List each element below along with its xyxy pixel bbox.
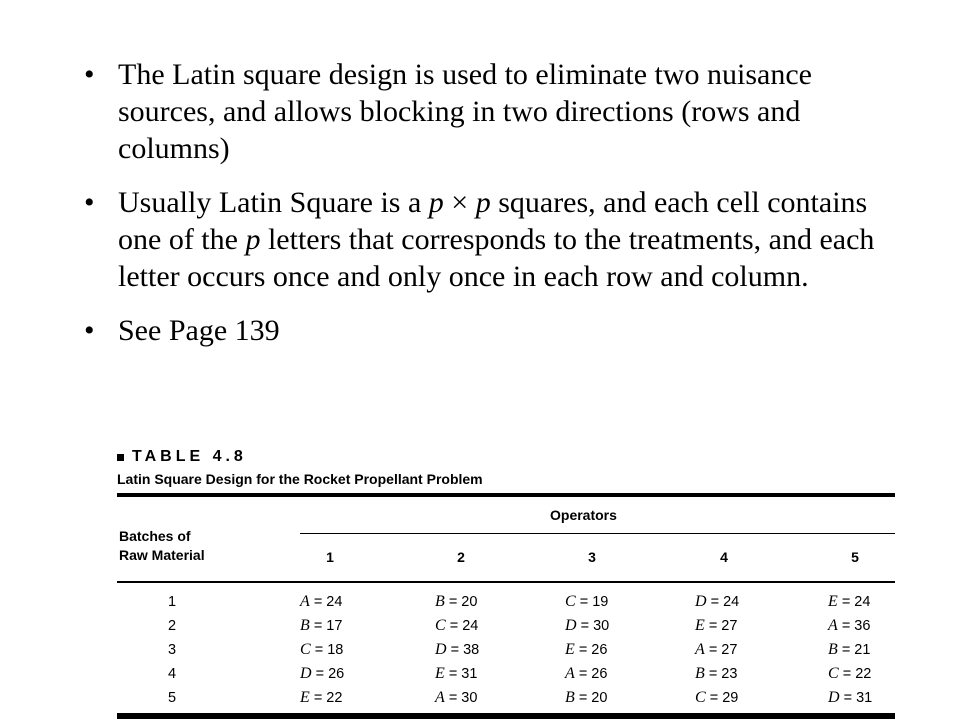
cell-value: = 31 (448, 666, 478, 682)
table-row (117, 686, 895, 710)
cell-value: = 24 (841, 594, 871, 610)
column-header: 1 (326, 549, 334, 565)
column-header: 3 (588, 549, 596, 565)
table-row (117, 638, 895, 662)
treatment-letter: B (828, 641, 838, 658)
latin-square-table (117, 446, 895, 710)
treatment-letter: E (300, 689, 310, 706)
table-cell (300, 614, 342, 638)
treatment-letter: D (828, 689, 840, 706)
treatment-letter: E (565, 641, 575, 658)
table-cell (828, 686, 872, 710)
table-cell (695, 614, 737, 638)
treatment-letter: A (695, 641, 705, 658)
bullet-item (80, 184, 880, 295)
table-number (117, 446, 895, 468)
treatment-letter: C (300, 641, 311, 658)
table-cell (435, 590, 477, 614)
math-p: p (475, 186, 491, 219)
table-cell (565, 662, 607, 686)
bullet-text: The Latin square design is used to eliminate two nuisance sources, and allows blocking in two directions (rows and columns) (118, 58, 812, 165)
table-cell (300, 662, 344, 686)
cell-value: = 31 (843, 690, 873, 706)
bullet-text-post: letters that corresponds to the treatments, and each letter occurs once and only once in each row and column. (118, 223, 875, 293)
cell-value: = 19 (579, 594, 609, 610)
bullet-dot: • (84, 314, 95, 347)
table-cell (828, 590, 870, 614)
treatment-letter: B (435, 593, 445, 610)
table-row (117, 590, 895, 614)
square-marker-icon (117, 454, 124, 461)
treatment-letter: C (695, 689, 706, 706)
table-caption: Latin Square Design for the Rocket Propellant Problem (117, 471, 483, 487)
treatment-letter: E (695, 617, 705, 634)
table-cell (435, 662, 477, 686)
cell-value: = 24 (710, 594, 740, 610)
treatment-letter: C (828, 665, 839, 682)
cell-value: = 38 (450, 642, 480, 658)
treatment-letter: E (828, 593, 838, 610)
treatment-letter: A (565, 665, 575, 682)
table-cell (300, 590, 342, 614)
table-cell (695, 590, 739, 614)
row-header (119, 527, 205, 565)
row-header-line1: Batches of (119, 528, 191, 544)
treatment-letter: B (695, 665, 705, 682)
cell-value: = 24 (449, 618, 479, 634)
treatment-letter: E (435, 665, 445, 682)
batch-number: 1 (167, 594, 177, 610)
math-p: p (245, 223, 261, 256)
cell-value: = 17 (313, 618, 343, 634)
column-header: 4 (720, 549, 728, 565)
table-cell (565, 590, 608, 614)
column-header: 5 (851, 549, 859, 565)
bullet-dot: • (84, 186, 95, 219)
table-cell (828, 662, 871, 686)
table-cell (565, 638, 607, 662)
operators-rule (300, 533, 895, 534)
table-header (117, 497, 895, 581)
bullet-text-pre: Usually Latin Square is a (118, 186, 429, 219)
cell-value: = 26 (578, 666, 608, 682)
table-cell (435, 614, 478, 638)
cell-value: = 26 (315, 666, 345, 682)
batch-number: 2 (167, 618, 177, 634)
table-number-text: TABLE 4.8 (132, 448, 247, 465)
bullet-item (80, 56, 880, 167)
treatment-letter: A (435, 689, 445, 706)
cell-value: = 20 (448, 594, 478, 610)
cell-value: = 18 (314, 642, 344, 658)
cell-value: = 29 (709, 690, 739, 706)
cell-value: = 24 (313, 594, 343, 610)
treatment-letter: B (300, 617, 310, 634)
table-cell (828, 614, 870, 638)
cell-value: = 27 (708, 618, 738, 634)
treatment-letter: A (828, 617, 838, 634)
cell-value: = 22 (842, 666, 872, 682)
table-cell (695, 686, 738, 710)
cell-value: = 36 (841, 618, 871, 634)
math-p: p (428, 186, 444, 219)
bullet-item (80, 312, 880, 349)
math-times: × (443, 186, 476, 219)
column-header: 2 (457, 549, 465, 565)
table-cell (565, 686, 607, 710)
table-cell (695, 638, 737, 662)
cell-value: = 21 (841, 642, 871, 658)
bullet-dot: • (84, 58, 95, 91)
treatment-letter: D (300, 665, 312, 682)
batch-number: 5 (167, 690, 177, 706)
bullet-text-mid: squares, and each cell contains one of the (118, 186, 868, 256)
table-bottom-rule (117, 713, 895, 719)
row-header-line2: Raw Material (119, 547, 205, 563)
table-cell (828, 638, 870, 662)
cell-value: = 26 (578, 642, 608, 658)
table-cell (300, 638, 343, 662)
cell-value: = 30 (580, 618, 610, 634)
operators-header: Operators (550, 507, 617, 523)
table-row (117, 662, 895, 686)
table-body (117, 583, 895, 710)
treatment-letter: D (435, 641, 447, 658)
treatment-letter: A (300, 593, 310, 610)
treatment-letter: D (695, 593, 707, 610)
table-cell (300, 686, 342, 710)
cell-value: = 20 (578, 690, 608, 706)
table-row (117, 614, 895, 638)
treatment-letter: D (565, 617, 577, 634)
table-cell (565, 614, 609, 638)
treatment-letter: C (565, 593, 576, 610)
treatment-letter: B (565, 689, 575, 706)
table-cell (695, 662, 737, 686)
treatment-letter: C (435, 617, 446, 634)
cell-value: = 30 (448, 690, 478, 706)
table-cell (435, 686, 477, 710)
batch-number: 3 (167, 642, 177, 658)
cell-value: = 22 (313, 690, 343, 706)
bullet-list (80, 56, 880, 366)
batch-number: 4 (167, 666, 177, 682)
table-cell (435, 638, 479, 662)
cell-value: = 27 (708, 642, 738, 658)
cell-value: = 23 (708, 666, 738, 682)
bullet-text: See Page 139 (118, 314, 280, 347)
